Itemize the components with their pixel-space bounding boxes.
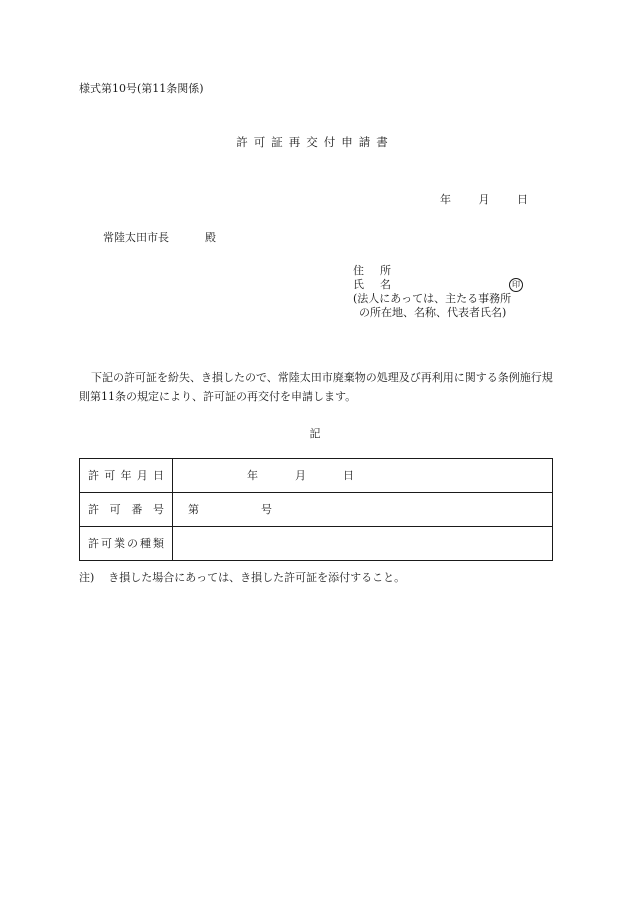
application-body-text: 下記の許可証を紛失、き損したので、常陸太田市廃棄物の処理及び再利用に関する条例施行規則第11条の規定により、許可証の再交付を申請します。 (79, 371, 553, 403)
address-label: 住 所 (353, 264, 391, 277)
business-type-label: 許 可 業 の 種 類 (80, 527, 173, 561)
corporate-note-line-1: (法人にあっては、主たる事務所 (353, 292, 512, 305)
business-type-field[interactable] (173, 527, 553, 561)
permit-number-label: 許 可 番 号 (80, 493, 173, 527)
date-month-label: 月 (478, 193, 490, 206)
name-label: 氏 名 (353, 278, 391, 291)
table-row (80, 527, 553, 561)
form-number: 様式第10号(第11条関係) (79, 82, 204, 95)
application-body (79, 368, 559, 406)
footnote-marker: 注) (79, 571, 95, 584)
permit-info-table (79, 458, 553, 561)
date-year-label: 年 (440, 193, 451, 206)
seal-mark: 印 (509, 278, 523, 292)
footnote-text: き損した場合にあっては、き損した許可証を添付すること。 (108, 571, 406, 584)
applicant-name-row (353, 278, 520, 292)
addressee (103, 231, 216, 244)
permit-date-year: 年 (247, 469, 258, 482)
permit-date-month: 月 (295, 469, 306, 482)
table-row (80, 493, 553, 527)
table-row (80, 459, 553, 493)
document-title: 許可証再交付申請書 (236, 135, 394, 149)
date-line (440, 193, 528, 206)
permit-date-label: 許 可 年 月 日 (80, 459, 173, 493)
permit-number-field[interactable] (173, 493, 553, 527)
ki-heading: 記 (309, 427, 321, 440)
applicant-block (353, 264, 520, 320)
addressee-honorific: 殿 (205, 231, 216, 244)
permit-date-day: 日 (343, 469, 354, 482)
date-day-label: 日 (517, 193, 528, 206)
addressee-name: 常陸太田市長 (103, 231, 169, 244)
permit-date-field[interactable] (173, 459, 553, 493)
applicant-address-row (353, 264, 511, 278)
footnote (79, 571, 405, 584)
permit-number-prefix: 第 (188, 503, 199, 516)
permit-number-suffix: 号 (261, 503, 272, 516)
corporate-note-line-2: の所在地、名称、代表者氏名) (359, 306, 507, 319)
